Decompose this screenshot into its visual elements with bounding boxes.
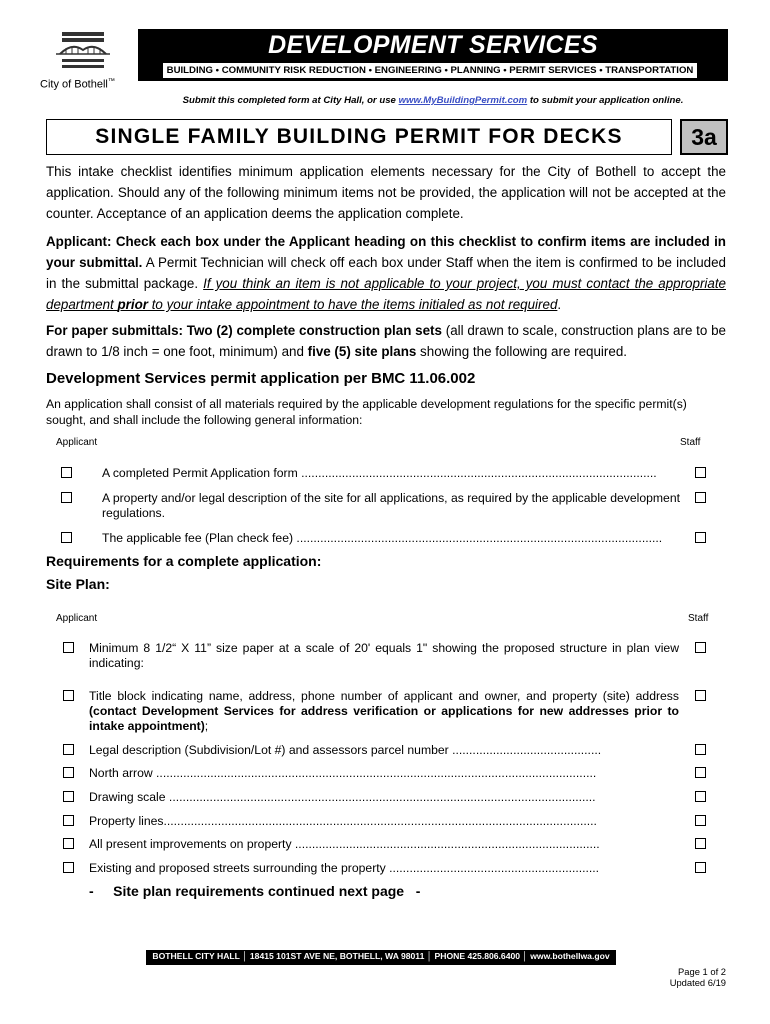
site-plan-item: Property lines................................................................................................................................ [89, 814, 597, 828]
city-name: City of Bothell™ [40, 78, 115, 91]
applicant-checkbox[interactable] [63, 815, 74, 826]
mybuildingpermit-link[interactable]: www.MyBuildingPermit.com [398, 95, 528, 106]
site-plan-item: North arrow .................................................................................................................................. [89, 766, 597, 780]
staff-checkbox[interactable] [695, 815, 706, 826]
banner-departments: BUILDING • COMMUNITY RISK REDUCTION • ENGINEERING • PLANNING • PERMIT SERVICES • TRANSPORTATION [163, 63, 697, 78]
staff-checkbox[interactable] [695, 838, 706, 849]
applicant-checkbox[interactable] [63, 642, 74, 653]
staff-checkbox[interactable] [695, 642, 706, 653]
applicant-checkbox[interactable] [63, 862, 74, 873]
site-plan-item: All present improvements on property .......................................................................................... [89, 837, 600, 851]
staff-checkbox[interactable] [695, 791, 706, 802]
staff-checkbox[interactable] [695, 492, 706, 503]
section-heading-application: Development Services permit application per BMC 11.06.002 [46, 370, 476, 387]
applicant-checkbox[interactable] [63, 744, 74, 755]
site-plan-item: Legal description (Subdivision/Lot #) and assessors parcel number ............................................ [89, 743, 602, 757]
intro-paragraph: This intake checklist identifies minimum application elements necessary for the City of Bothell to accept the application. Should any of the following minimum items not be provided, the application will not be accepted at the counter. Acceptance of an application deems the application complete. [46, 164, 726, 221]
footer-contact: BOTHELL CITY HALL │ 18415 101ST AVE NE, BOTHELL, WA 98011 │ PHONE 425.806.6400 │ www.bothellwa.gov [152, 951, 610, 961]
staff-checkbox[interactable] [695, 744, 706, 755]
column-applicant: Applicant [56, 613, 98, 624]
submit-instructions: Submit this completed form at City Hall, or use www.MyBuildingPermit.com to submit your application online. [182, 95, 684, 106]
checklist-item: A property and/or legal description of the site for all applications, as required by the applicable development regulations. [102, 491, 680, 520]
site-plan-item: Minimum 8 1/2“ X 11” size paper at a scale of 20' equals 1" showing the proposed structure in plan view indicating: [89, 641, 679, 670]
staff-checkbox[interactable] [695, 862, 706, 873]
applicant-checkbox[interactable] [61, 467, 72, 478]
staff-checkbox[interactable] [695, 467, 706, 478]
applicant-checkbox[interactable] [61, 532, 72, 543]
paper-submittal-note: For paper submittals: Two (2) complete construction plan sets (all drawn to scale, construction plans are to be drawn to 1/8 inch = one foot, minimum) and five (5) site plans showing the following are required. [46, 323, 726, 359]
applicant-checkbox[interactable] [63, 791, 74, 802]
applicant-checkbox[interactable] [63, 690, 74, 701]
staff-checkbox[interactable] [695, 690, 706, 701]
continued-note: - Site plan requirements continued next page - [89, 883, 421, 899]
column-staff: Staff [680, 437, 701, 448]
site-plan-heading: Site Plan: [46, 576, 110, 592]
site-plan-item: Title block indicating name, address, phone number of applicant and owner, and property (site) address (contact Development Services for address verification or applications for new addresses prior to intake appointment); [89, 689, 679, 733]
section-description: An application shall consist of all materials required by the applicable development regulations for the specific permit(s) sought, and shall include the following general information: [46, 397, 687, 427]
applicant-checkbox[interactable] [61, 492, 72, 503]
updated-date: Updated 6/19 [669, 977, 726, 988]
form-number: 3a [691, 124, 717, 150]
page-info [560, 966, 726, 988]
page-number: Page 1 of 2 [678, 966, 726, 977]
checklist-item: A completed Permit Application form ......................................................................................................... [102, 466, 657, 480]
column-staff: Staff [688, 613, 709, 624]
checklist-item: The applicable fee (Plan check fee) ............................................................................................................ [102, 531, 663, 545]
staff-checkbox[interactable] [695, 532, 706, 543]
applicant-checkbox[interactable] [63, 838, 74, 849]
page-title: SINGLE FAMILY BUILDING PERMIT FOR DECKS [95, 125, 623, 148]
site-plan-item: Existing and proposed streets surrounding the property .............................................................. [89, 861, 600, 875]
column-applicant: Applicant [56, 437, 98, 448]
applicant-checkbox[interactable] [63, 767, 74, 778]
staff-checkbox[interactable] [695, 767, 706, 778]
requirements-heading: Requirements for a complete application: [46, 553, 322, 569]
applicant-instructions: Applicant: Check each box under the Applicant heading on this checklist to confirm items are included in your submittal. A Permit Technician will check off each box under Staff when the item is confirmed to be included in the submittal package. If you think an item is not applicable to your project, you must contact the appropriate department prior to your intake appointment to have the items initialed as not required. [46, 234, 726, 312]
site-plan-item: Drawing scale .............................................................................................................................. [89, 790, 596, 804]
banner-title: DEVELOPMENT SERVICES [268, 31, 598, 59]
